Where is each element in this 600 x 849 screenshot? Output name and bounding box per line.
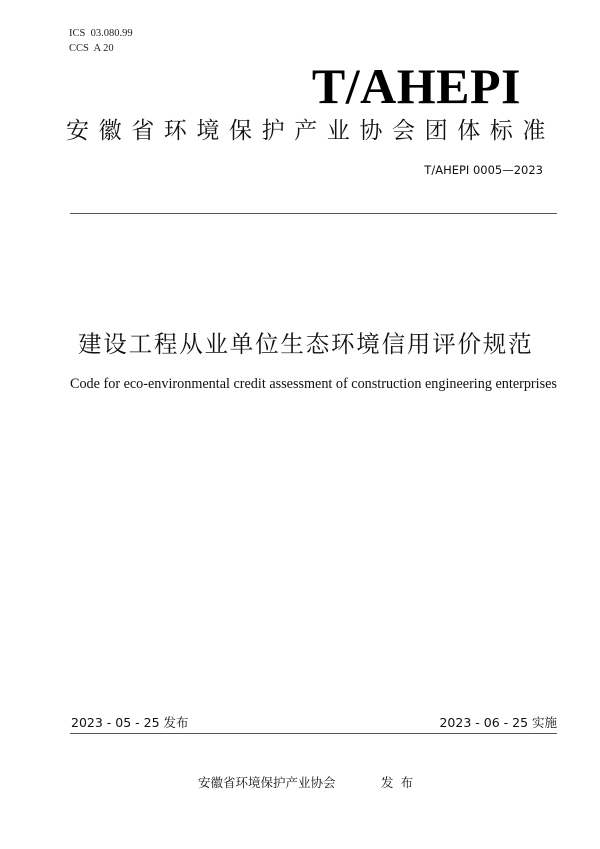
release-date: 2023 - 05 - 25 发布: [71, 715, 189, 730]
standard-logo: T/AHEPI: [311, 58, 521, 114]
implementation-date: 2023 - 06 - 25 实施: [439, 715, 557, 730]
publisher-name: 安徽省环境保护产业协会: [198, 775, 336, 790]
standard-number: T/AHEPI 0005—2023: [424, 163, 543, 177]
document-title-chinese: 建设工程从业单位生态环境信用评价规范: [78, 330, 534, 358]
publish-label: 发布: [381, 775, 421, 790]
bottom-divider: [70, 733, 557, 734]
document-title-english: Code for eco-environmental credit assessment of construction engineering enterprises: [70, 376, 557, 392]
organization-standard-title: 安徽省环境保护产业协会团体标准: [66, 118, 555, 144]
ics-code: ICS 03.080.99: [69, 28, 133, 39]
ccs-code: CCS A 20: [69, 43, 114, 54]
top-divider: [70, 213, 557, 214]
